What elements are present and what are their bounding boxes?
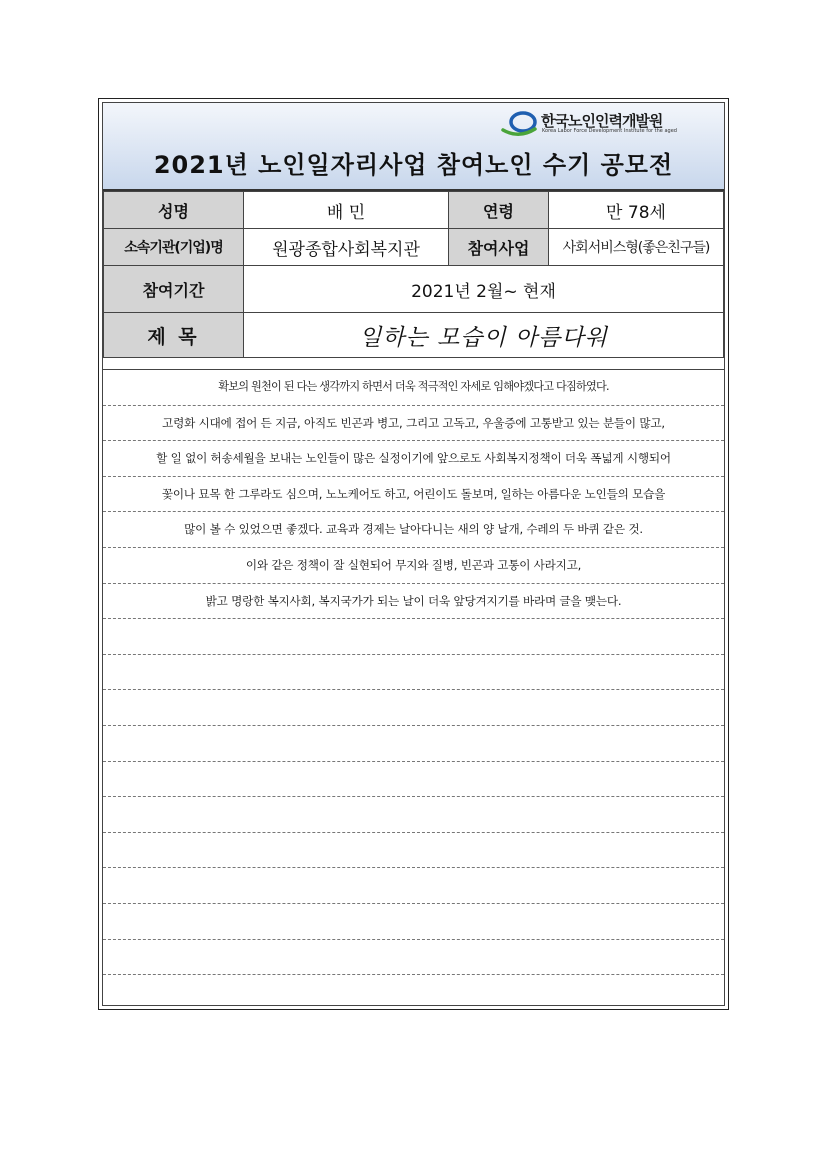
age-label: 연령 bbox=[449, 192, 549, 229]
subject-value: 일하는 모습이 아름다워 bbox=[244, 313, 724, 358]
essay-line bbox=[103, 975, 724, 1011]
participant-info-table bbox=[103, 191, 724, 358]
logo-swoosh-icon bbox=[501, 111, 537, 137]
essay-line bbox=[103, 797, 724, 833]
essay-body bbox=[103, 369, 724, 1005]
logo-subtitle: Korea Labor Force Development Institute for the aged bbox=[542, 128, 677, 134]
essay-line: 할 일 없이 허송세월을 보내는 노인들이 많은 실정이기에 앞으로도 사회복지정책이 더욱 폭넓게 시행되어 bbox=[103, 441, 724, 477]
name-value: 배 민 bbox=[244, 192, 449, 229]
essay-line bbox=[103, 833, 724, 869]
form-header bbox=[103, 103, 724, 191]
organization-logo bbox=[501, 109, 716, 139]
essay-line bbox=[103, 726, 724, 762]
name-label: 성명 bbox=[104, 192, 244, 229]
period-label: 참여기간 bbox=[104, 266, 244, 313]
period-value: 2021년 2월~ 현재 bbox=[244, 266, 724, 313]
org-value: 원광종합사회복지관 bbox=[244, 229, 449, 266]
subject-label: 제 목 bbox=[104, 313, 244, 358]
essay-line: 이와 같은 정책이 잘 실현되어 무지와 질병, 빈곤과 고통이 사라지고, bbox=[103, 548, 724, 584]
essay-line bbox=[103, 762, 724, 798]
age-value: 만 78세 bbox=[549, 192, 724, 229]
essay-form bbox=[102, 102, 725, 1006]
page-title: 2021년 노인일자리사업 참여노인 수기 공모전 bbox=[153, 151, 674, 179]
essay-line bbox=[103, 655, 724, 691]
org-label: 소속기관(기업)명 bbox=[104, 229, 244, 266]
project-value: 사회서비스형(좋은친구들) bbox=[549, 229, 724, 266]
essay-line bbox=[103, 904, 724, 940]
essay-line: 고령화 시대에 접어 든 지금, 아직도 빈곤과 병고, 그리고 고독고, 우울증에 고통받고 있는 분들이 많고, bbox=[103, 406, 724, 442]
essay-line: 많이 볼 수 있었으면 좋겠다. 교육과 경제는 날아다니는 새의 양 날개, 수레의 두 바퀴 같은 것. bbox=[103, 512, 724, 548]
essay-line bbox=[103, 868, 724, 904]
essay-line: 밝고 명랑한 복지사회, 복지국가가 되는 날이 더욱 앞당겨지기를 바라며 글을 맺는다. bbox=[103, 584, 724, 620]
essay-line: 확보의 원천이 된 다는 생각까지 하면서 더욱 적극적인 자세로 임해야겠다고 다짐하였다. bbox=[103, 370, 724, 406]
essay-line bbox=[103, 940, 724, 976]
essay-line: 꽃이나 묘목 한 그루라도 심으며, 노노케어도 하고, 어린이도 돌보며, 일하는 아름다운 노인들의 모습을 bbox=[103, 477, 724, 513]
essay-line bbox=[103, 619, 724, 655]
essay-line bbox=[103, 690, 724, 726]
logo-name: 한국노인인력개발원 bbox=[541, 112, 663, 130]
essay-form-frame bbox=[98, 98, 729, 1010]
project-label: 참여사업 bbox=[449, 229, 549, 266]
